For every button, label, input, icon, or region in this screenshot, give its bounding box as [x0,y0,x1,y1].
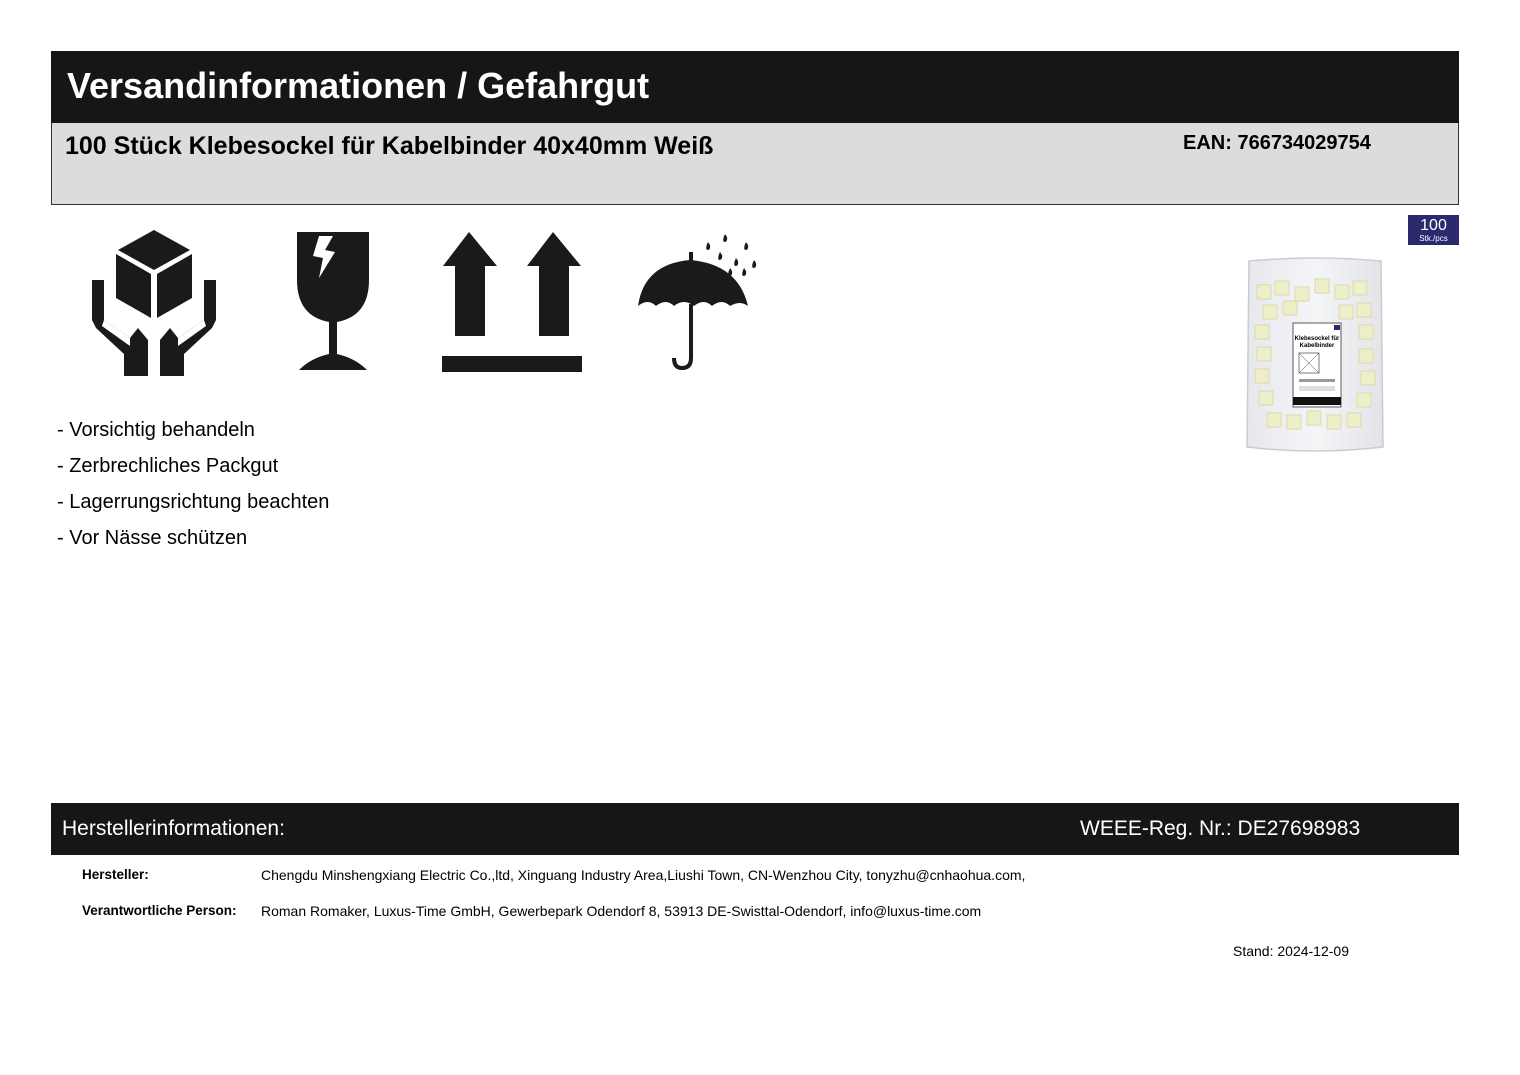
hersteller-label: Hersteller: [82,867,149,882]
responsible-person-label: Verantwortliche Person: [82,903,237,918]
bag-label-line1: Klebesockel für [1294,336,1340,342]
page-title: Versandinformationen / Gefahrgut [67,65,650,106]
handle-with-care-icon [90,228,218,376]
note-handle-with-care: - Vorsichtig behandeln [57,419,255,441]
weee-registration: WEEE-Reg. Nr.: DE27698983 [1080,817,1361,840]
product-bar [51,123,1459,205]
quantity-badge [1408,215,1459,245]
ean-code: EAN: 766734029754 [1183,132,1371,154]
stand-date: Stand: 2024-12-09 [1233,943,1349,959]
handling-notes [57,412,329,556]
hersteller-value: Chengdu Minshengxiang Electric Co.,ltd, Xinguang Industry Area,Liushi Town, CN-Wenzhou City, tonyzhu@cnhaohua.com, [261,867,1026,883]
responsible-person-value: Roman Romaker, Luxus-Time GmbH, Gewerbepark Odendorf 8, 53913 DE-Swisttal-Odendorf, info@luxus-time.com [261,903,982,919]
this-way-up-icon [441,232,583,372]
product-photo [1243,255,1387,455]
product-name: 100 Stück Klebesockel für Kabelbinder 40x40mm Weiß [65,132,714,160]
manufacturer-bar [51,803,1459,855]
note-this-way-up: - Lagerrungsrichtung beachten [57,491,330,513]
note-keep-dry: - Vor Nässe schützen [57,527,248,549]
badge-count: 100 [1420,217,1447,234]
bag-label-line2: Kabelbinder [1299,343,1335,349]
badge-unit: Stk./pcs [1419,234,1448,243]
title-bar [51,51,1459,123]
fragile-glass-icon [293,230,373,374]
keep-dry-icon [636,230,758,372]
note-fragile: - Zerbrechliches Packgut [57,455,279,477]
manufacturer-section-title: Herstellerinformationen: [62,817,285,840]
